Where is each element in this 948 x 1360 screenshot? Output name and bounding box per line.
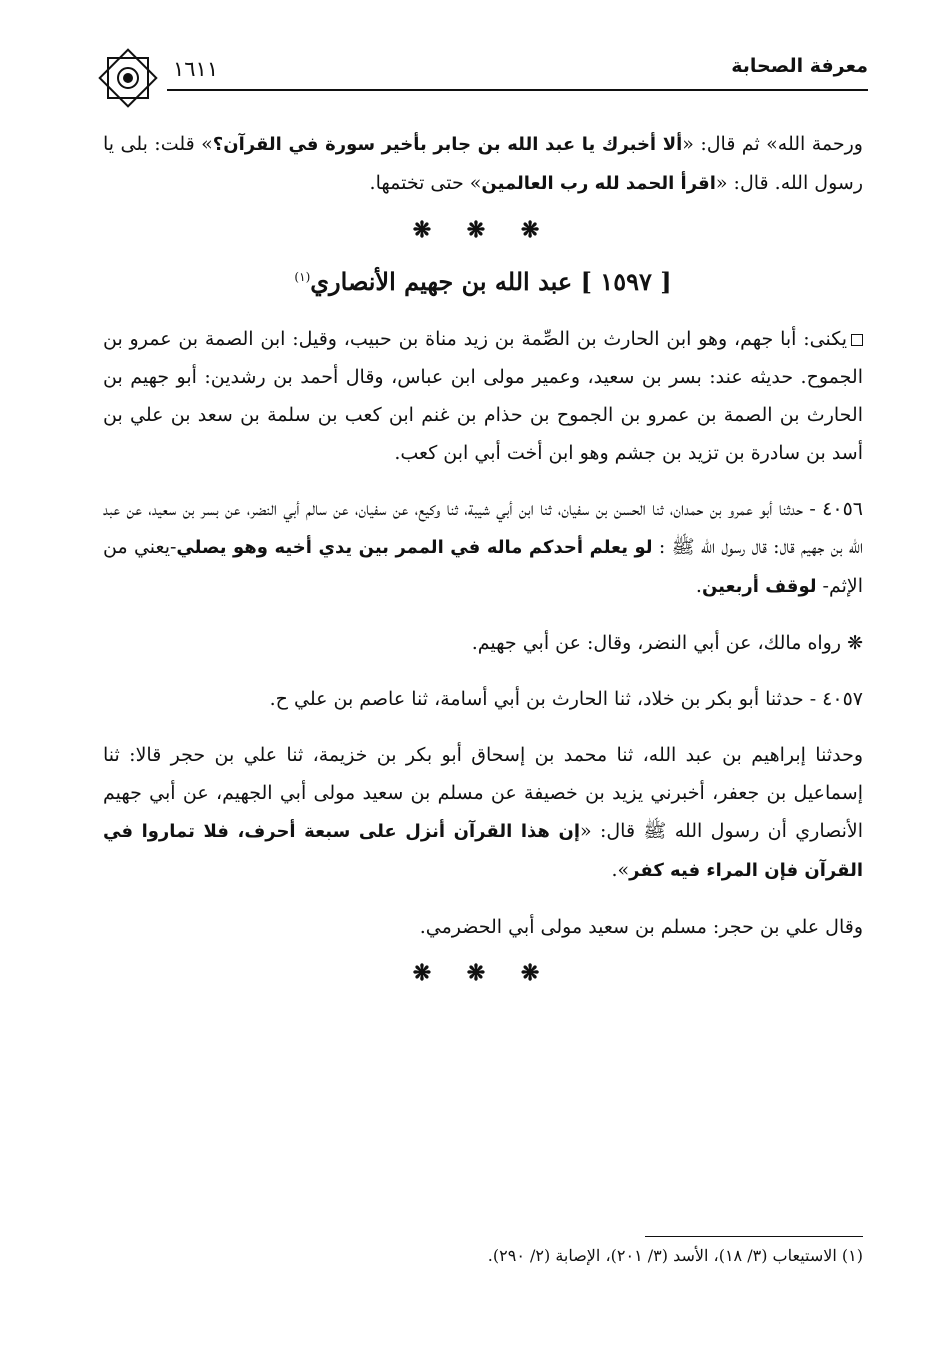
- text-run: .: [695, 575, 702, 597]
- ornament-icon: [95, 45, 161, 111]
- spacer: [103, 890, 863, 908]
- hadith-4057-second-chain: [103, 736, 863, 890]
- hadith-quote: إن هذا القرآن أنزل على سبعة أحرف، فلا تماروا في القرآن فإن المراء فيه كفر: [103, 821, 863, 881]
- text-run: » حتى تختمها.: [369, 172, 482, 194]
- page-header: [95, 45, 868, 105]
- running-title: معرفة الصحابة: [731, 55, 868, 77]
- hadith-quote: ألا أخبرك يا عبد الله بن جابر بأخير سورة في القرآن؟: [212, 134, 683, 155]
- spacer: [103, 472, 863, 490]
- text-run: ».: [611, 859, 630, 881]
- paragraph-continuation: [103, 125, 863, 203]
- text-run: » قلت: بلى يا رسول الله. قال: «: [103, 133, 863, 194]
- hadith-quote: اقرأ الحمد لله رب العالمين: [481, 173, 716, 194]
- hadith-4057: ٤٠٥٧ - حدثنا أبو بكر بن خلاد، ثنا الحارث بن أبي أسامة، ثنا عاصم بن علي ح.: [269, 688, 863, 710]
- spacer: [103, 606, 863, 624]
- square-bullet-icon: [851, 334, 863, 346]
- entry-title-text: [ ١٥٩٧ ] عبد الله بن جهيم الأنصاري: [310, 267, 672, 296]
- page-body: [103, 125, 863, 996]
- text-run: يكنى: أبا جهم، وهو ابن الحارث بن الصِّمة بن زيد مناة بن حبيب، وقيل: ابن الصمة بن عمرو بن الجموح. حديثه عند: بسر بن سعيد، وعمير مولى ابن عباس، وقال أحمد بن رشدين: أبو جهيم بن الحارث بن الصمة بن عمرو بن الجموح بن حذام بن غنم ابن كعب بن سلمة بن سعد بن علي بن أسد بن سادرة بن تزيد بن جشم وهو ابن أخت أبي ابن كعب.: [103, 328, 863, 464]
- section-separator: ❋ ❋ ❋: [412, 960, 554, 986]
- text-run: ٤٠٥٦ - حدثنا أبو عمرو بن حمدان، ثنا الحسن بن سفيان، ثنا ابن أبي شيبة، ثنا وكيع، عن سفيان، عن سالم أبي النضر، عن بسر بن سعيد، عن عبد الله بن جهيم قال: قال رسول الله ﷺ :: [103, 498, 863, 558]
- narration-note: ❋ رواه مالك، عن أبي النضر، وقال: عن أبي جهيم.: [471, 632, 863, 654]
- footnote: (١) الاستيعاب (٣/ ١٨)، الأسد (٣/ ٢٠١)، الإصابة (٢/ ٢٩٠).: [487, 1246, 863, 1265]
- text-run: -يعني من الإثم-: [103, 536, 863, 597]
- text-run: ورحمة الله» ثم قال: «: [682, 133, 863, 155]
- hadith-quote: لو يعلم أحدكم ماله في الممر بين يدي أخيه وهو يصلي: [176, 537, 653, 558]
- hadith-quote: لوقف أربعين: [701, 576, 817, 597]
- spacer: [103, 662, 863, 680]
- narration-note: وقال علي بن حجر: مسلم بن سعيد مولى أبي الحضرمي.: [419, 916, 863, 938]
- text-run: وحدثنا إبراهيم بن عبد الله، ثنا محمد بن إسحاق أبو بكر بن خزيمة، ثنا علي بن حجر قالا: ثنا إسماعيل بن جعفر، أخبرني يزيد بن خصيفة عن مسلم بن سعيد مولى أبي الجهيم، عن أبي جهيم الأنصاري أن رسول الله ﷺ قال: «: [103, 744, 863, 842]
- footnote-marker: (١): [294, 270, 311, 284]
- entry-title: [103, 257, 863, 302]
- page-number: ١٦١١: [173, 57, 219, 81]
- hadith-4056: [103, 490, 863, 606]
- section-separator: ❋ ❋ ❋: [412, 217, 554, 243]
- biography-paragraph: [103, 320, 863, 472]
- spacer: [103, 718, 863, 736]
- header-rule: [167, 89, 868, 91]
- footnote-rule: [645, 1236, 863, 1237]
